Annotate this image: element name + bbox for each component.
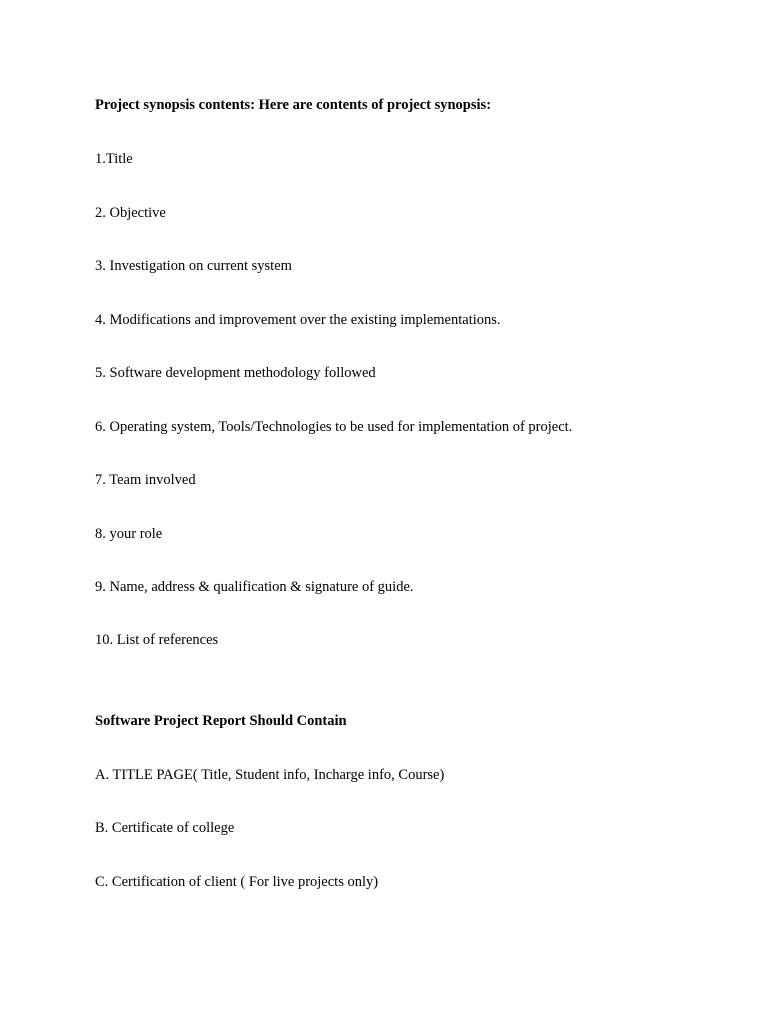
report-item-certification-client: C. Certification of client ( For live projects only) (95, 874, 379, 890)
synopsis-item-guide: 9. Name, address & qualification & signature of guide. (95, 579, 414, 595)
synopsis-heading: Project synopsis contents: Here are contents of project synopsis: (95, 97, 492, 113)
synopsis-item-role: 8. your role (95, 526, 163, 542)
synopsis-item-references: 10. List of references (95, 632, 219, 648)
report-item-title-page: A. TITLE PAGE( Title, Student info, Incharge info, Course) (95, 767, 445, 783)
synopsis-item-operating-system: 6. Operating system, Tools/Technologies to be used for implementation of project. (95, 419, 573, 435)
synopsis-item-objective: 2. Objective (95, 205, 166, 221)
synopsis-item-title: 1.Title (95, 151, 133, 167)
synopsis-item-investigation: 3. Investigation on current system (95, 258, 292, 274)
report-heading: Software Project Report Should Contain (95, 713, 347, 729)
synopsis-item-modifications: 4. Modifications and improvement over the existing implementations. (95, 312, 501, 328)
synopsis-item-methodology: 5. Software development methodology followed (95, 365, 376, 381)
synopsis-item-team: 7. Team involved (95, 472, 196, 488)
report-item-certificate-college: B. Certificate of college (95, 820, 235, 836)
